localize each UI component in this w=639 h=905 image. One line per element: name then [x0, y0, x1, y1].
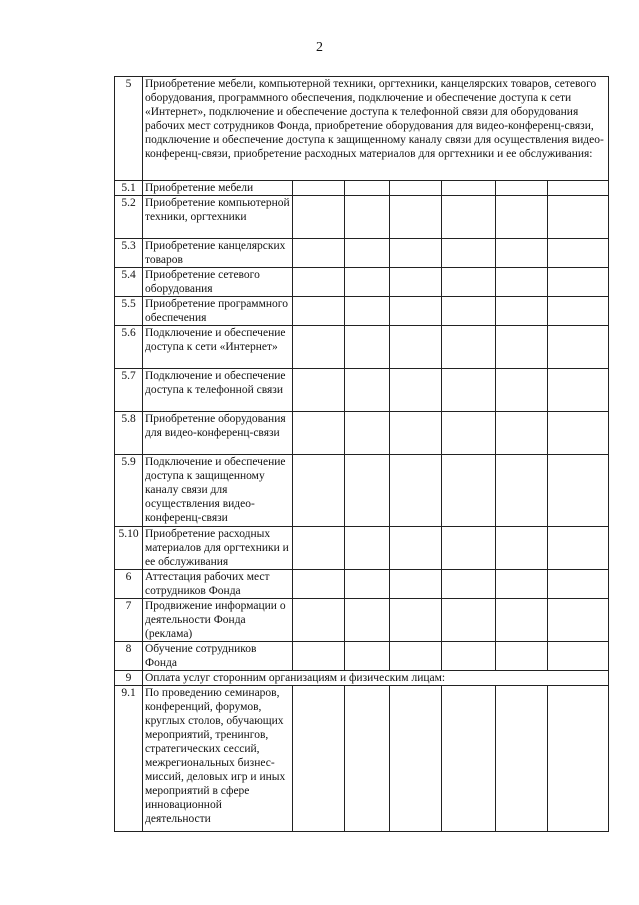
empty-cell [390, 412, 442, 455]
row-number: 6 [115, 570, 143, 599]
table-row [115, 570, 609, 599]
empty-cell [496, 239, 548, 268]
table-row [115, 527, 609, 570]
empty-cell [442, 297, 496, 326]
row-description: Приобретение канцелярских товаров [143, 239, 293, 268]
table-row [115, 297, 609, 326]
row-description: По проведению семинаров, конференций, форумов, круглых столов, обучающих мероприятий, тренингов, стратегических сессий, межрегиональных бизнес-миссий, деловых игр и иных мероприятий в сфере инновационной деятельности [143, 686, 293, 832]
table-row [115, 455, 609, 527]
empty-cell [345, 570, 390, 599]
empty-cell [345, 412, 390, 455]
empty-cell [548, 239, 609, 268]
empty-cell [548, 570, 609, 599]
empty-cell [442, 326, 496, 369]
empty-cell [345, 181, 390, 196]
row-description: Подключение и обеспечение доступа к сети «Интернет» [143, 326, 293, 369]
row-number: 5.3 [115, 239, 143, 268]
row-number: 5.10 [115, 527, 143, 570]
row-description: Приобретение мебели [143, 181, 293, 196]
empty-cell [442, 239, 496, 268]
empty-cell [345, 196, 390, 239]
empty-cell [496, 326, 548, 369]
row-number: 5.1 [115, 181, 143, 196]
row-description: Приобретение расходных материалов для оргтехники и ее обслуживания [143, 527, 293, 570]
empty-cell [293, 570, 345, 599]
empty-cell [548, 268, 609, 297]
row-description: Приобретение оборудования для видео-конференц-связи [143, 412, 293, 455]
table-row [115, 268, 609, 297]
empty-cell [496, 412, 548, 455]
empty-cell [496, 686, 548, 832]
row-number: 5.6 [115, 326, 143, 369]
row-number: 9.1 [115, 686, 143, 832]
row-description: Приобретение сетевого оборудования [143, 268, 293, 297]
table-row [115, 686, 609, 832]
table-row [115, 77, 609, 181]
empty-cell [496, 181, 548, 196]
empty-cell [345, 686, 390, 832]
empty-cell [548, 369, 609, 412]
row-description: Приобретение компьютерной техники, оргтехники [143, 196, 293, 239]
budget-table [114, 76, 609, 832]
empty-cell [293, 297, 345, 326]
empty-cell [442, 196, 496, 239]
empty-cell [293, 181, 345, 196]
row-description: Подключение и обеспечение доступа к защищенному каналу связи для осуществления видео-конференц-связи [143, 455, 293, 527]
empty-cell [442, 642, 496, 671]
empty-cell [345, 455, 390, 527]
empty-cell [293, 268, 345, 297]
empty-cell [293, 599, 345, 642]
table-row [115, 239, 609, 268]
empty-cell [390, 297, 442, 326]
row-description: Приобретение программного обеспечения [143, 297, 293, 326]
empty-cell [442, 686, 496, 832]
empty-cell [345, 527, 390, 570]
empty-cell [442, 455, 496, 527]
empty-cell [442, 268, 496, 297]
empty-cell [548, 527, 609, 570]
empty-cell [390, 599, 442, 642]
empty-cell [390, 196, 442, 239]
empty-cell [390, 527, 442, 570]
empty-cell [548, 599, 609, 642]
row-description: Оплата услуг сторонним организациям и физическим лицам: [143, 671, 609, 686]
empty-cell [548, 455, 609, 527]
empty-cell [442, 599, 496, 642]
empty-cell [442, 527, 496, 570]
table-row [115, 369, 609, 412]
empty-cell [390, 239, 442, 268]
empty-cell [345, 369, 390, 412]
empty-cell [442, 369, 496, 412]
empty-cell [345, 642, 390, 671]
empty-cell [548, 642, 609, 671]
empty-cell [496, 570, 548, 599]
empty-cell [293, 326, 345, 369]
table-row [115, 196, 609, 239]
empty-cell [496, 642, 548, 671]
empty-cell [390, 642, 442, 671]
empty-cell [548, 412, 609, 455]
empty-cell [293, 196, 345, 239]
empty-cell [293, 686, 345, 832]
row-number: 5.7 [115, 369, 143, 412]
empty-cell [293, 369, 345, 412]
empty-cell [293, 455, 345, 527]
row-number: 5 [115, 77, 143, 181]
empty-cell [548, 196, 609, 239]
empty-cell [345, 326, 390, 369]
table-row [115, 412, 609, 455]
row-description: Продвижение информации о деятельности Фонда (реклама) [143, 599, 293, 642]
empty-cell [293, 527, 345, 570]
empty-cell [442, 570, 496, 599]
empty-cell [496, 268, 548, 297]
empty-cell [390, 455, 442, 527]
empty-cell [345, 239, 390, 268]
empty-cell [390, 570, 442, 599]
table-row [115, 181, 609, 196]
row-number: 5.5 [115, 297, 143, 326]
row-number: 5.2 [115, 196, 143, 239]
empty-cell [390, 268, 442, 297]
empty-cell [548, 297, 609, 326]
empty-cell [390, 369, 442, 412]
row-description: Подключение и обеспечение доступа к телефонной связи [143, 369, 293, 412]
row-number: 8 [115, 642, 143, 671]
table-row [115, 671, 609, 686]
empty-cell [345, 599, 390, 642]
empty-cell [293, 412, 345, 455]
empty-cell [442, 181, 496, 196]
table-row [115, 326, 609, 369]
table-row [115, 642, 609, 671]
empty-cell [390, 181, 442, 196]
empty-cell [345, 297, 390, 326]
empty-cell [442, 412, 496, 455]
empty-cell [345, 268, 390, 297]
empty-cell [548, 326, 609, 369]
empty-cell [548, 181, 609, 196]
page-number: 2 [316, 40, 323, 55]
empty-cell [390, 326, 442, 369]
row-number: 5.8 [115, 412, 143, 455]
empty-cell [390, 686, 442, 832]
empty-cell [496, 196, 548, 239]
empty-cell [496, 599, 548, 642]
row-description: Обучение сотрудников Фонда [143, 642, 293, 671]
empty-cell [293, 642, 345, 671]
empty-cell [293, 239, 345, 268]
empty-cell [548, 686, 609, 832]
row-number: 7 [115, 599, 143, 642]
empty-cell [496, 455, 548, 527]
empty-cell [496, 369, 548, 412]
empty-cell [496, 297, 548, 326]
row-number: 9 [115, 671, 143, 686]
row-number: 5.4 [115, 268, 143, 297]
empty-cell [496, 527, 548, 570]
table-row [115, 599, 609, 642]
row-description: Приобретение мебели, компьютерной техники, оргтехники, канцелярских товаров, сетевого оборудования, программного обеспечения, подключение и обеспечение доступа к сети «Интернет», подключение и обеспечение доступа к телефонной связи для оборудования рабочих мест сотрудников Фонда, приобретение оборудования для видео-конференц-связи, подключение и обеспечение доступа к защищенному каналу связи для осуществления видео-конференц-связи, приобретение расходных материалов для оргтехники и ее обслуживания: [143, 77, 609, 181]
row-description: Аттестация рабочих мест сотрудников Фонда [143, 570, 293, 599]
row-number: 5.9 [115, 455, 143, 527]
